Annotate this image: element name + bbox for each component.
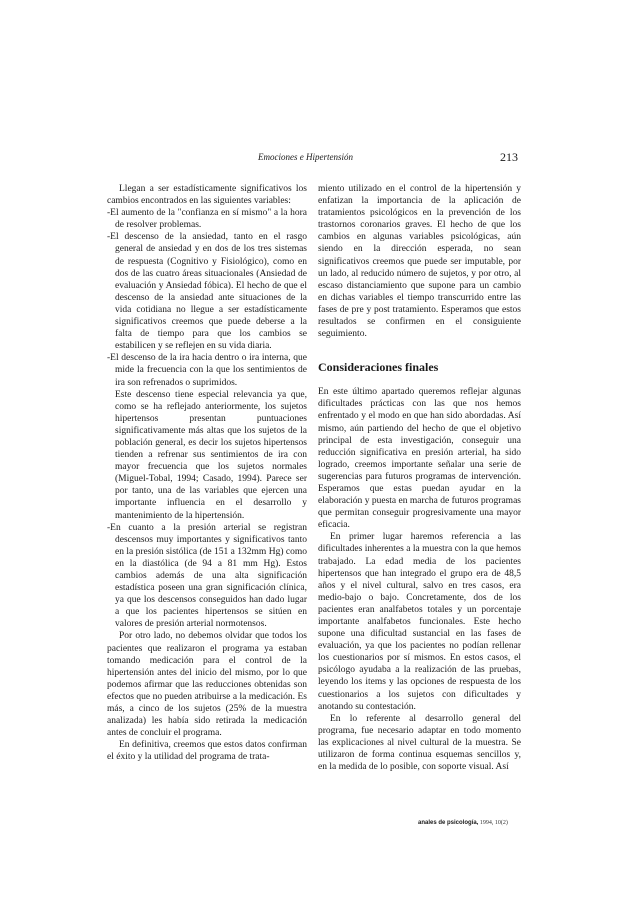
page-number: 213 (500, 150, 518, 164)
journal-name: anales de psicología, (418, 820, 479, 826)
result-item-blood-pressure: -En cuanto a la presión arterial se registran descensos muy importantes y significativos tanto en la presión sistólica (de 151 a 132mm Hg) como en la diastólica (de 94 a 81 mm Hg). Estos cambios además de una alta significación estadística poseen una gran significación clínica, ya que los descensos conseguidos han dado lugar a que los pacientes hipertensos se sitúen en valores de presión arterial normotensos. (107, 522, 307, 630)
result-item-anger-detail: Este descenso tiene especial relevancia ya que, como se ha reflejado anteriormente, los sujetos hipertensos presentan puntuaciones significativamente más altas que los sujetos de la población general, es decir los sujetos hipertensos tienden a refrenar sus sentimientos de ira con mayor frecuencia que los sujetos normales (Miguel-Tobal, 1994; Casado, 1994). Parece ser por tanto, una de las variables que ejercen una importante influencia en el desarrollo y mantenimiento de la hipertensión. (115, 389, 307, 521)
result-item-confidence: -El aumento de la "confianza en sí mismo" a la hora de resolver problemas. (107, 208, 307, 231)
section-heading: Consideraciones finales (318, 360, 439, 375)
journal-volume: 1994, 10(2) (478, 820, 508, 826)
page-footer (418, 820, 508, 826)
medication-paragraph: Por otro lado, no debemos olvidar que todos los pacientes que realizaron el programa ya estaban tomando medicación para el control de la hipertensión antes del inicio del mismo, por lo que podemos afirmar que las reducciones obtenidas son efectos que no pueden atribuirse a la medicación. Es más, a cinco de los sujetos (25% de la muestra analizada) les había sido retirada la medicación antes de concluir el programa. (107, 631, 307, 739)
left-column (107, 183, 307, 764)
running-title: Emociones e Hipertensión (258, 152, 353, 162)
continuation-paragraph: miento utilizado en el control de la hipertensión y enfatizan la importancia de la aplicación de tratamientos psicológicos en la prevención de los trastornos coronarios graves. El hecho de que los cambios en algunas variables psicológicas, aún siendo en la dirección esperada, no sean significativos creemos que puede ser imputable, por un lado, al reducido número de sujetos, y por otro, al escaso distanciamiento que supone para un cambio en dichas variables el tiempo transcurrido entre las fases de pre y post tratamiento. Esperamos que estos resultados se confirmen en el consiguiente seguimiento. (318, 184, 521, 340)
sample-difficulties-paragraph: En primer lugar haremos referencia a las dificultades inherentes a la muestra con la que hemos trabajado. La edad media de los pacientes hipertensos que han integrado el grupo era de 48,5 años y el nivel cultural, salvo en tres casos, era medio-bajo o bajo. Concretamente, dos de los pacientes eran analfabetos totales y un porcentaje importante analfabetos funcionales. Este hecho supone una dificultad sustancial en las fases de evaluación, ya que los pacientes no podían rellenar los cuestionarios por sí mismos. En estos casos, el psicólogo ayudaba a la realización de las pruebas, leyendo los items y las opciones de respuesta de los cuestionarios a los sujetos con dificultades y anotando su contestación. (318, 532, 521, 712)
conclusion-paragraph: En definitiva, creemos que estos datos confirman el éxito y la utilidad del programa de trata- (107, 740, 307, 763)
final-considerations-paragraph: En este último apartado queremos reflejar algunas dificultades prácticas con las que nos hemos enfrentado y el modo en que han sido abordadas. Así mismo, aún partiendo del hecho de que el objetivo principal de esta investigación, conseguir una reducción significativa en presión arterial, ha sido logrado, creemos importante señalar una serie de sugerencias para futuros programas de intervención. Esperamos que estas puedan ayudar en la elaboración y puesta en marcha de futuros programas que permitan conseguir progresivamente una mayor eficacia. (318, 387, 521, 531)
page-header (0, 152, 638, 166)
program-development-paragraph: En lo referente al desarrollo general del programa, fue necesario adaptar en todo momento las explicaciones al nivel cultural de la muestra. Se utilizaron de forma continua esquemas sencillos y, en la medida de lo posible, con soporte visual. Así (318, 713, 521, 773)
result-item-anger: -El descenso de la ira hacia dentro o ira interna, que mide la frecuencia con la que los sentimientos de ira son refrenados o suprimidos. (107, 353, 307, 388)
intro-paragraph: Llegan a ser estadísticamente significativos los cambios encontrados en las siguientes variables: (107, 184, 307, 207)
right-column (318, 183, 521, 773)
result-item-anxiety: -El descenso de la ansiedad, tanto en el rasgo general de ansiedad y en dos de los tres sistemas de respuesta (Cognitivo y Fisiológico), como en dos de las cuatro áreas situacionales (Ansiedad de evaluación y Ansiedad fóbica). El hecho de que el descenso de la ansiedad ante situaciones de la vida cotidiana no llegue a ser estadísticamente significativos creemos que puede deberse a la falta de tiempo para que los cambios se estabilicen y se reflejen en su vida diaria. (107, 232, 307, 352)
